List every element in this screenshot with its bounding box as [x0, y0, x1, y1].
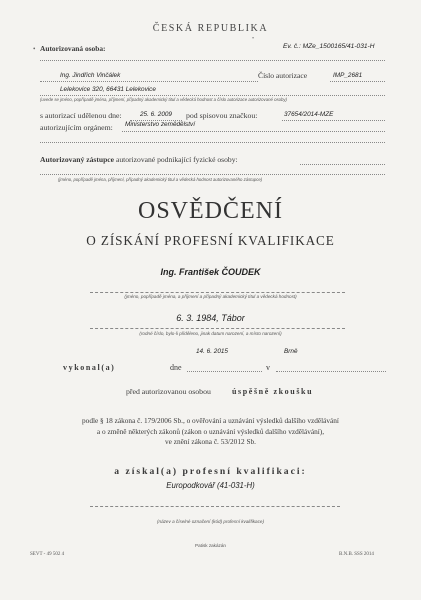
qualification-label: a získal(a) profesní kvalifikaci: [114, 466, 307, 477]
authorized-person-line [40, 60, 385, 61]
holder-birth: 6. 3. 1984, Tábor [176, 313, 245, 323]
authorized-person-label: Autorizovaná osoba: [40, 44, 106, 53]
representative-caption: (jméno, popřípadě jména, příjmení, případný akademický titul a vědecká hodnost autorizovaného zástupce) [58, 177, 263, 182]
printing-forbidden: Patisk zakázán [195, 543, 226, 548]
address-line [40, 95, 385, 96]
right-form-code: B.N.B. SSS 2014 [339, 552, 374, 557]
law-line-2: a o změně některých zákonů (zákon o uznávání výsledků dalšího vzdělávání), [96, 427, 325, 436]
qualification-line [90, 506, 340, 507]
representative-label: Autorizovaný zástupce [40, 155, 115, 164]
representative-line-2 [40, 174, 385, 175]
exam-date-line [187, 371, 262, 372]
authorizing-body-label: autorizujícím orgánem: [40, 123, 113, 132]
person-address: Lelekovice 320, 66431 Lelekovice [60, 86, 156, 93]
representative-row [40, 155, 238, 164]
granted-date: 25. 6. 2009 [140, 111, 172, 118]
holder-name: Ing. František ČOUDEK [160, 267, 261, 277]
blank-line [40, 142, 385, 143]
file-number-line [282, 120, 385, 121]
exam-result: úspěšně zkoušku [232, 387, 314, 396]
document-subtitle: O ZÍSKÁNÍ PROFESNÍ KVALIFIKACE [86, 233, 335, 248]
bullet-mark: • [33, 45, 36, 53]
representative-line [300, 164, 385, 165]
place-label: v [266, 363, 270, 372]
qualification-name: Europodkovář (41-031-H) [166, 481, 255, 490]
passed-label: vykonal(a) [63, 363, 116, 372]
exam-place-line [276, 371, 386, 372]
left-form-code: SEVT - 49 502 4 [30, 552, 65, 557]
authorized-person-caption: (uvede se jméno, popřípadě jména, příjmení, případný akademický titul a vědecká hodnost a číslo autorizace autorizované osoby) [40, 97, 287, 102]
holder-birth-caption: (rodné číslo, bylo-li přiděleno, jinak datum narození, a místo narození) [139, 331, 282, 336]
name-line [40, 81, 258, 82]
law-line-3: ve znění zákona č. 53/2012 Sb. [165, 437, 256, 446]
exam-before-text: před autorizovanou osobou [126, 387, 211, 396]
decorative-mark: • [252, 36, 255, 42]
file-number: 37654/2014-MZE [284, 111, 334, 118]
law-line-1: podle § 18 zákona č. 179/2006 Sb., o ověřování a uznávání výsledků dalšího vzdělávání [82, 416, 339, 425]
authorization-number-line [330, 81, 385, 82]
record-number: Ev. č.: MZe_1500165/41-031-H [283, 43, 375, 50]
holder-birth-line [90, 328, 345, 329]
qualification-caption: (název a číselné označení (kód) profesní kvalifikace) [157, 519, 264, 524]
authorization-number-label: Číslo autorizace [258, 71, 308, 80]
granted-label: s autorizací udělenou dne: [40, 111, 122, 120]
holder-name-line [90, 292, 345, 293]
authorization-number: IMP_2681 [333, 72, 363, 79]
country-heading: ČESKÁ REPUBLIKA [152, 23, 269, 34]
authorizing-body: Ministerstvo zemědělství [125, 121, 195, 128]
file-number-label: pod spisovou značkou: [186, 111, 258, 120]
representative-text: autorizované podnikající fyzické osoby: [115, 155, 238, 164]
exam-place: Brně [284, 348, 298, 355]
person-name: Ing. Jindřich Vinčálek [60, 72, 121, 79]
exam-date: 14. 6. 2015 [196, 348, 228, 355]
day-label: dne [170, 363, 182, 372]
authorizing-body-line [122, 131, 385, 132]
document-title: OSVĚDČENÍ [138, 198, 283, 224]
holder-name-caption: (jméno, popřípadě jména, a příjmení a případný akademický titul a vědecká hodnost) [124, 294, 297, 299]
